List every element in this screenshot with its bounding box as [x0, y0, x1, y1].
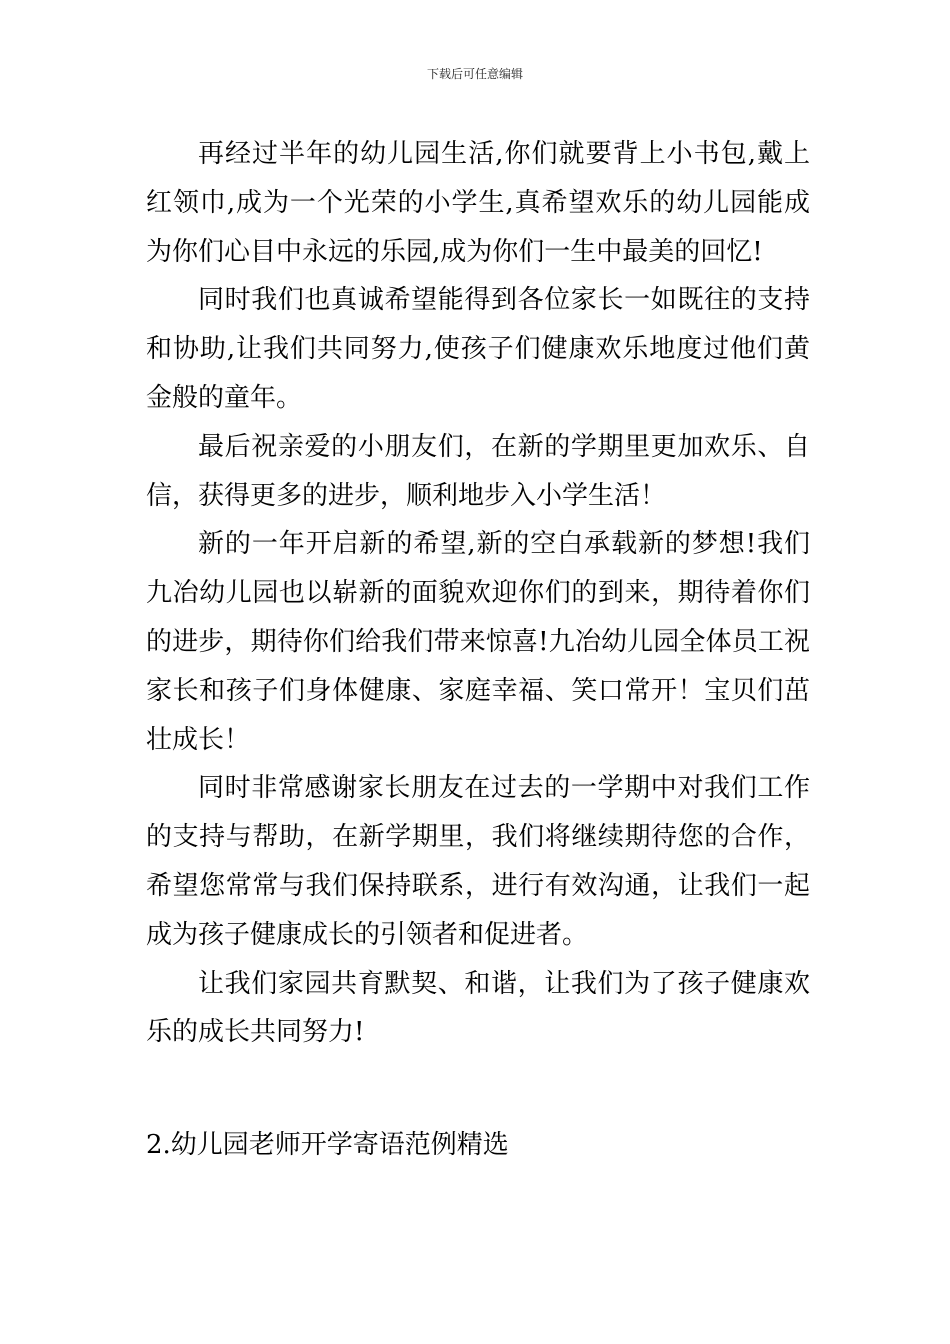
paragraph: 最后祝亲爱的小朋友们，在新的学期里更加欢乐、自信，获得更多的进步，顺利地步入小学生活！: [146, 431, 810, 511]
paragraph: 再经过半年的幼儿园生活,你们就要背上小书包,戴上红领巾,成为一个光荣的小学生,真希望欢乐的幼儿园能成为你们心目中永远的乐园,成为你们一生中最美的回忆!: [146, 139, 810, 267]
paragraph: 同时我们也真诚希望能得到各位家长一如既往的支持和协助,让我们共同努力,使孩子们健康欢乐地度过他们黄金般的童年。: [146, 285, 810, 413]
section-heading: 2.幼儿园老师开学寄语范例精选: [146, 1130, 509, 1160]
paragraph: 让我们家园共育默契、和谐，让我们为了孩子健康欢乐的成长共同努力!: [146, 968, 810, 1048]
page-header: 下载后可任意编辑: [426, 67, 523, 81]
paragraph: 同时非常感谢家长朋友在过去的一学期中对我们工作的支持与帮助，在新学期里，我们将继续期待您的合作，希望您常常与我们保持联系，进行有效沟通，让我们一起成为孩子健康成长的引领者和促进者。: [146, 773, 810, 950]
paragraph: 新的一年开启新的希望,新的空白承载新的梦想!我们九冶幼儿园也以崭新的面貌欢迎你们的到来，期待着你们的进步，期待你们给我们带来惊喜!九冶幼儿园全体员工祝家长和孩子们身体健康、家庭幸福、笑口常开！宝贝们茁壮成长！: [146, 529, 810, 755]
body-text: [146, 130, 810, 1057]
